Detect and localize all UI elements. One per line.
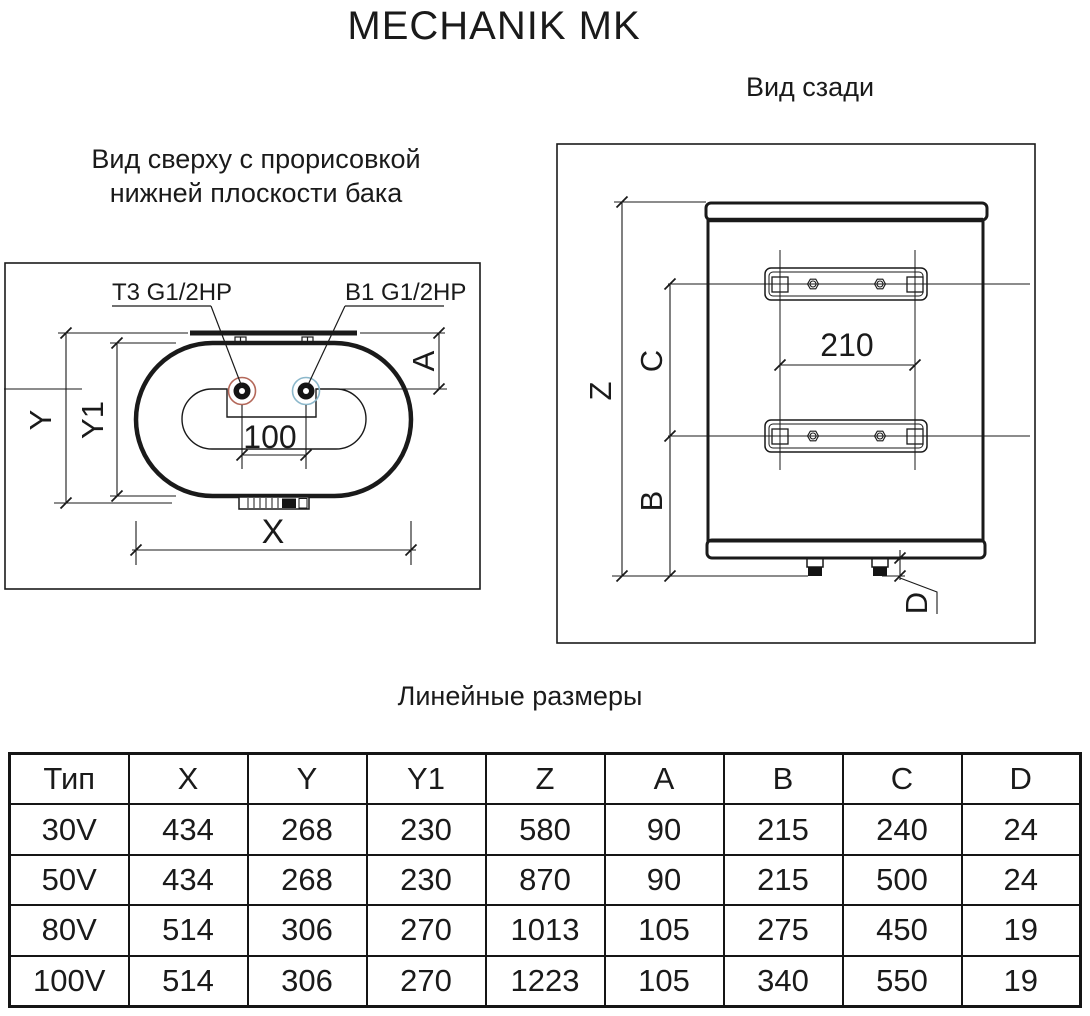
dim-b-label: B — [634, 490, 669, 512]
top-view-caption — [36, 142, 476, 210]
table-cell: 50V — [10, 855, 129, 905]
table-cell: 30V — [10, 804, 129, 854]
table-header-cell: A — [605, 754, 724, 805]
dim-y — [54, 328, 172, 509]
bottom-pipe-right — [872, 558, 888, 576]
table-cell: 268 — [248, 804, 367, 854]
table-cell: 230 — [367, 855, 486, 905]
table-cell: 1013 — [486, 905, 605, 955]
top-view-caption-line1: Вид сверху с прорисовкой — [91, 144, 421, 174]
tank-bottom-cap — [707, 540, 985, 558]
dim-y1 — [110, 338, 176, 502]
table-cell: 19 — [962, 956, 1081, 1007]
dim-a-label: A — [406, 350, 441, 372]
table-cell: 268 — [248, 855, 367, 905]
fitting-t3-leader — [112, 306, 242, 387]
top-view-caption-line2: нижней плоскости бака — [109, 178, 403, 208]
table-cell: 230 — [367, 804, 486, 854]
table-header-cell: Z — [486, 754, 605, 805]
table-cell: 580 — [486, 804, 605, 854]
dim-y-label: Y — [23, 409, 58, 431]
table-cell: 80V — [10, 905, 129, 955]
table-cell: 340 — [724, 956, 843, 1007]
table-cell: 500 — [843, 855, 962, 905]
dimensions-table — [8, 752, 1082, 1008]
dim-z — [612, 197, 808, 582]
top-view-drawing — [4, 262, 481, 590]
table-header-cell: Y1 — [367, 754, 486, 805]
table-cell: 215 — [724, 855, 843, 905]
table-header-row — [10, 754, 1081, 805]
table-row — [10, 855, 1081, 905]
table-cell: 270 — [367, 905, 486, 955]
page-title: MECHANIK MK — [347, 4, 641, 48]
tank-top-cap — [706, 203, 987, 220]
dim-c-b — [665, 279, 676, 582]
table-cell: 90 — [605, 855, 724, 905]
table-cell: 514 — [129, 905, 248, 955]
table-header-cell: D — [962, 754, 1081, 805]
table-cell: 1223 — [486, 956, 605, 1007]
fitting-t3-label: T3 G1/2HP — [112, 279, 233, 306]
bottom-pipe-left — [807, 558, 823, 576]
table-cell: 240 — [843, 804, 962, 854]
table-row — [10, 905, 1081, 955]
terminal-block — [239, 497, 309, 509]
table-cell: 870 — [486, 855, 605, 905]
dim-z-label: Z — [583, 381, 618, 401]
table-cell: 24 — [962, 804, 1081, 854]
table-header-cell: C — [843, 754, 962, 805]
table-cell: 270 — [367, 956, 486, 1007]
table-header-cell: B — [724, 754, 843, 805]
table-cell: 105 — [605, 905, 724, 955]
table-cell: 550 — [843, 956, 962, 1007]
table-row — [10, 804, 1081, 854]
dim-100-label: 100 — [243, 419, 297, 455]
table-header-cell: Y — [248, 754, 367, 805]
table-header-cell: X — [129, 754, 248, 805]
table-cell: 514 — [129, 956, 248, 1007]
table-cell: 434 — [129, 855, 248, 905]
table-cell: 19 — [962, 905, 1081, 955]
table-header-cell: Тип — [10, 754, 129, 805]
dim-210-label: 210 — [820, 327, 874, 363]
dim-c-label: C — [634, 349, 669, 373]
table-cell: 105 — [605, 956, 724, 1007]
table-cell: 306 — [248, 905, 367, 955]
dim-d-label: D — [899, 591, 934, 615]
table-cell: 90 — [605, 804, 724, 854]
fitting-t3-hot — [229, 378, 256, 405]
table-cell: 100V — [10, 956, 129, 1007]
table-cell: 24 — [962, 855, 1081, 905]
table-cell: 215 — [724, 804, 843, 854]
table-cell: 306 — [248, 956, 367, 1007]
dim-x-label: X — [261, 513, 285, 551]
table-caption: Линейные размеры — [397, 681, 643, 711]
table-row — [10, 956, 1081, 1007]
table-cell: 275 — [724, 905, 843, 955]
table-cell: 450 — [843, 905, 962, 955]
rear-view-drawing — [556, 143, 1036, 644]
table-cell: 434 — [129, 804, 248, 854]
rear-view-caption: Вид сзади — [745, 72, 875, 102]
dim-y1-label: Y1 — [75, 401, 110, 439]
fitting-b1-leader — [307, 306, 444, 387]
fitting-b1-label: B1 G1/2HP — [345, 279, 467, 306]
